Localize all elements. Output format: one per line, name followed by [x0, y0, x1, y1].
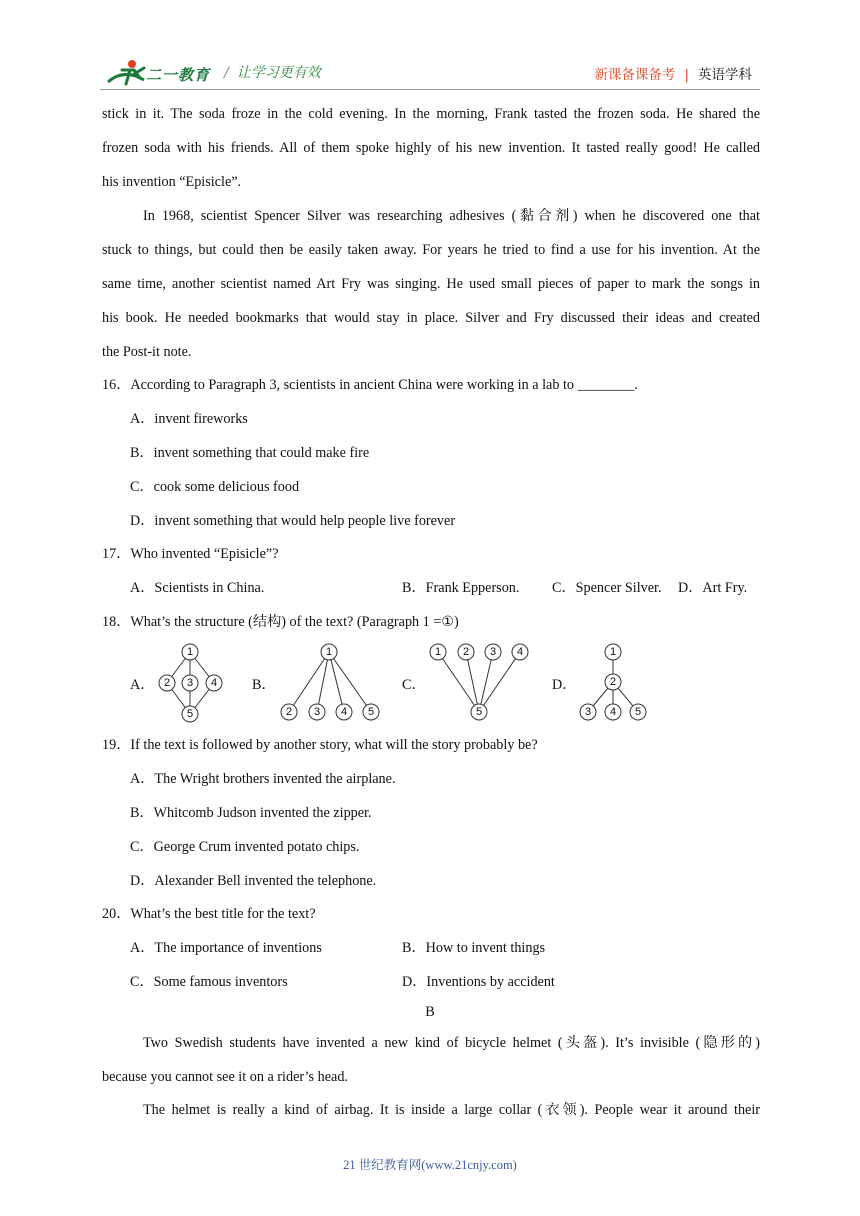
- page-footer: 21 世纪教育网(www.21cnjy.com): [343, 1158, 517, 1172]
- passage-line: stick in it. The soda froze in the cold evening. In the morning, Frank tasted the frozen soda. He shared the: [102, 106, 760, 122]
- question-20-stem: 20．What’s the best title for the text?: [102, 906, 316, 922]
- node-4: [512, 644, 528, 660]
- node-4: [605, 704, 621, 720]
- exam-label: 新课备课备考: [594, 67, 676, 83]
- q17-option-b[interactable]: B．Frank Epperson.: [402, 580, 520, 596]
- passage-line: his invention “Episicle”.: [102, 174, 242, 190]
- q19-option-c[interactable]: C．George Crum invented potato chips.: [130, 839, 360, 855]
- question-16-stem: 16．According to Paragraph 3, scientists in ancient China were working in a lab to ________.: [102, 377, 638, 393]
- q20-option-a[interactable]: A．The importance of inventions: [130, 940, 322, 956]
- q16-option-c[interactable]: C．cook some delicious food: [130, 479, 300, 495]
- node-2: [159, 675, 175, 691]
- q19-option-a[interactable]: A．The Wright brothers invented the airplane.: [130, 771, 396, 787]
- logo-text: 二一教育: [146, 66, 211, 84]
- node-5: [630, 704, 646, 720]
- svg-text:1: 1: [434, 646, 442, 658]
- node-1: [430, 644, 446, 660]
- q17-option-d[interactable]: D．Art Fry.: [678, 580, 748, 596]
- node-2: [281, 704, 297, 720]
- node-2: [458, 644, 474, 660]
- svg-text:2: 2: [462, 646, 470, 658]
- node-2: [605, 674, 621, 690]
- svg-text:4: 4: [609, 706, 617, 718]
- svg-text:2: 2: [609, 676, 617, 688]
- svg-text:5: 5: [367, 706, 375, 718]
- slogan: / 让学习更有效: [224, 65, 321, 81]
- passage-line: In 1968, scientist Spencer Silver was researching adhesives (黏合剂) when he discovered one that: [143, 208, 760, 224]
- node-5: [363, 704, 379, 720]
- header-right: [594, 63, 752, 83]
- q19-option-b[interactable]: B．Whitcomb Judson invented the zipper.: [130, 805, 372, 821]
- q18-option-c-label[interactable]: C．: [402, 677, 426, 693]
- structure-diagram-a[interactable]: [152, 638, 230, 726]
- svg-text:1: 1: [325, 646, 333, 658]
- node-3: [580, 704, 596, 720]
- q16-option-b[interactable]: B．invent something that could make fire: [130, 445, 370, 461]
- node-5: [471, 704, 487, 720]
- passage-line: frozen soda with his friends. All of them spoke highly of his new invention. It tasted really good! He called: [102, 140, 760, 156]
- structure-diagram-c[interactable]: [425, 638, 533, 726]
- q16-option-a[interactable]: A．invent fireworks: [130, 411, 248, 427]
- passage-line: stuck to things, but could then be easily taken away. For years he tried to find a use for his invention. At the: [102, 242, 760, 258]
- q20-option-c[interactable]: C．Some famous inventors: [130, 974, 288, 990]
- subject-label: 英语学科: [698, 67, 752, 83]
- svg-text:1: 1: [186, 646, 194, 658]
- svg-text:3: 3: [489, 646, 497, 658]
- passage-line: his book. He needed bookmarks that would stay in place. Silver and Fry discussed their ideas and created: [102, 310, 760, 326]
- page-header: [0, 0, 860, 100]
- svg-text:3: 3: [313, 706, 321, 718]
- section-b-label: B: [425, 1004, 435, 1020]
- q18-option-b-label[interactable]: B．: [252, 677, 276, 693]
- node-3: [182, 675, 198, 691]
- passage-b-line: because you cannot see it on a rider’s head.: [102, 1069, 348, 1085]
- svg-text:3: 3: [584, 706, 592, 718]
- q18-option-d-label[interactable]: D．: [552, 677, 577, 693]
- svg-text:4: 4: [516, 646, 524, 658]
- node-1: [182, 644, 198, 660]
- q20-option-d[interactable]: D．Inventions by accident: [402, 974, 555, 990]
- svg-text:2: 2: [163, 677, 171, 689]
- q20-option-b[interactable]: B．How to invent things: [402, 940, 546, 956]
- node-1: [321, 644, 337, 660]
- svg-text:5: 5: [186, 708, 194, 720]
- svg-text:5: 5: [475, 706, 483, 718]
- node-1: [605, 644, 621, 660]
- svg-text:3: 3: [186, 677, 194, 689]
- node-3: [309, 704, 325, 720]
- svg-text:4: 4: [340, 706, 348, 718]
- q17-option-c[interactable]: C．Spencer Silver.: [552, 580, 662, 596]
- svg-text:2: 2: [285, 706, 293, 718]
- structure-diagram-b[interactable]: [276, 638, 384, 726]
- node-4: [206, 675, 222, 691]
- header-separator: |: [684, 67, 689, 83]
- svg-text:4: 4: [210, 677, 218, 689]
- q17-option-a[interactable]: A．Scientists in China.: [130, 580, 265, 596]
- structure-diagram-d[interactable]: [575, 638, 655, 726]
- passage-line: same time, another scientist named Art Fry was singing. He used small pieces of paper to mark the songs in: [102, 276, 760, 292]
- svg-text:1: 1: [609, 646, 617, 658]
- passage-line: the Post-it note.: [102, 344, 192, 360]
- question-19-stem: 19．If the text is followed by another story, what will the story probably be?: [102, 737, 538, 753]
- node-3: [485, 644, 501, 660]
- question-18-stem: 18．What’s the structure (结构) of the text? (Paragraph 1 =①): [102, 614, 459, 630]
- q19-option-d[interactable]: D．Alexander Bell invented the telephone.: [130, 873, 377, 889]
- q18-option-a-label[interactable]: A．: [130, 677, 155, 693]
- header-divider: [100, 89, 760, 90]
- question-17-stem: 17．Who invented “Episicle”?: [102, 546, 279, 562]
- q16-option-d[interactable]: D．invent something that would help people live forever: [130, 513, 456, 529]
- node-4: [336, 704, 352, 720]
- node-5: [182, 706, 198, 722]
- svg-text:5: 5: [634, 706, 642, 718]
- passage-b-line: The helmet is really a kind of airbag. It is inside a large collar (衣领). People wear it around their: [143, 1102, 760, 1118]
- passage-b-line: Two Swedish students have invented a new kind of bicycle helmet (头盔). It’s invisible (隐形的): [143, 1035, 760, 1051]
